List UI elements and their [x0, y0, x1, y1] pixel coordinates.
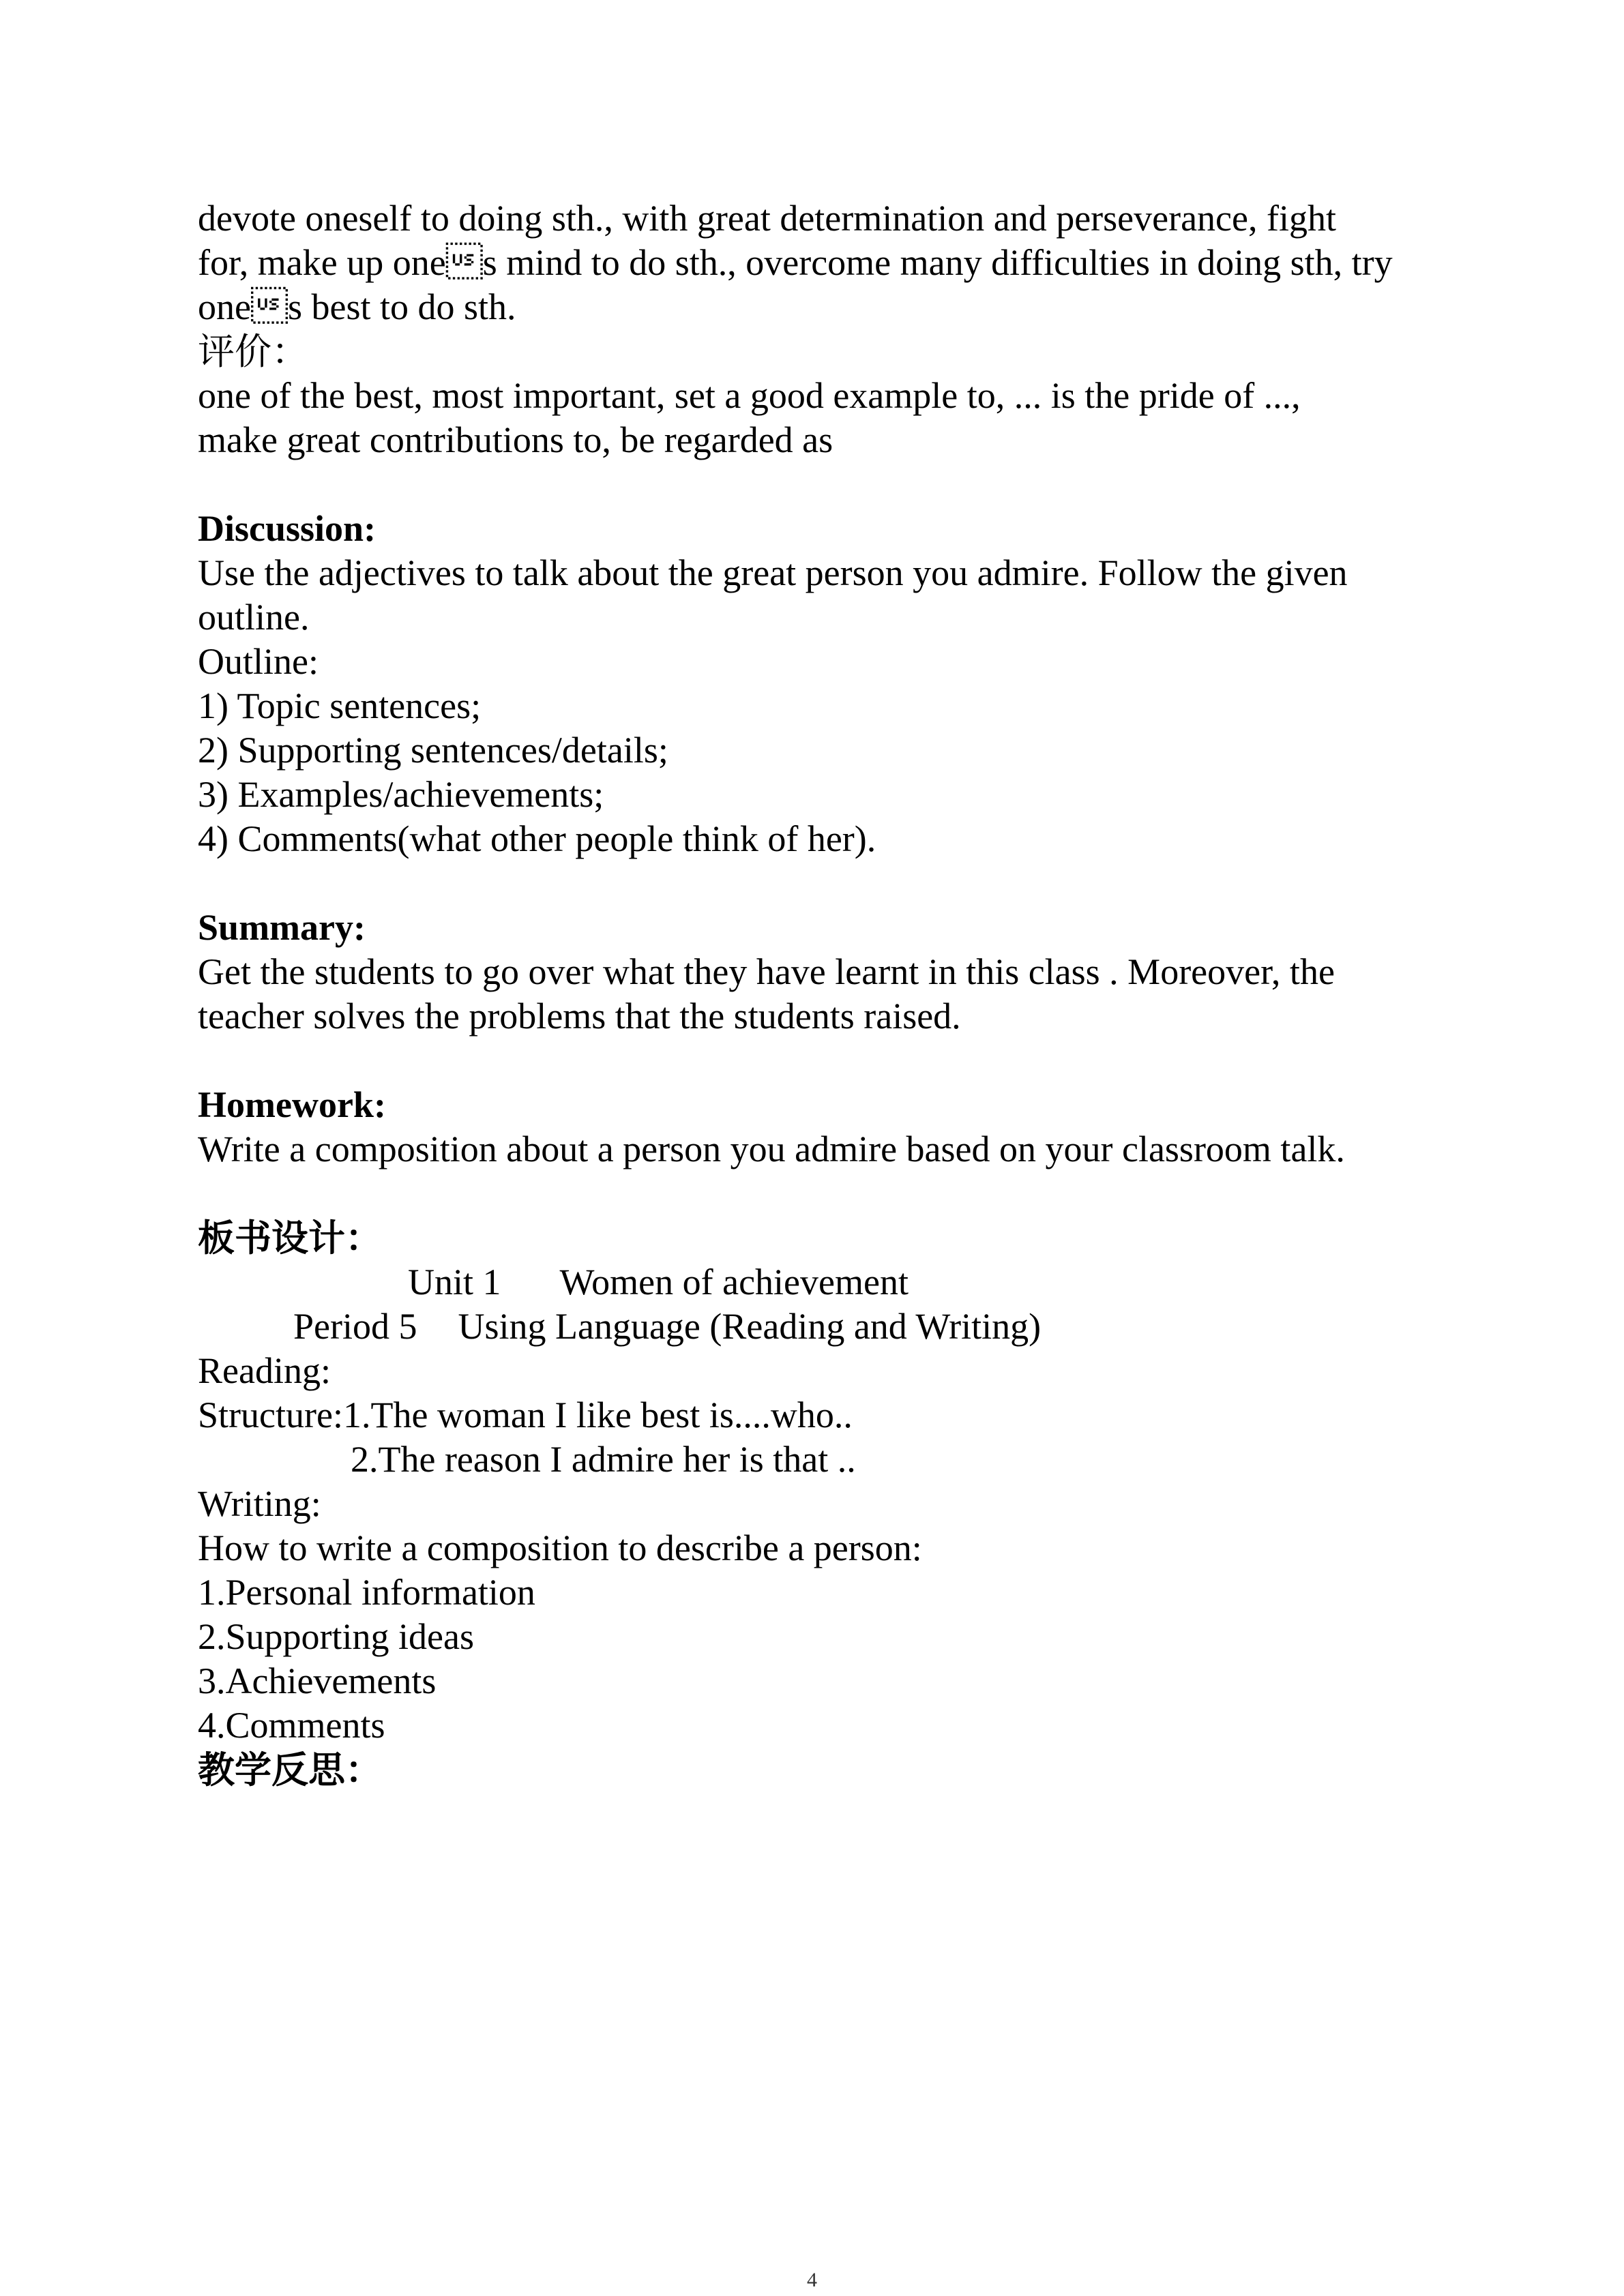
board-unit: Unit 1 — [408, 1262, 501, 1302]
writing-item: 2.Supporting ideas — [198, 1616, 474, 1657]
board-period: Period 5 — [293, 1306, 417, 1347]
board-period-line — [198, 1304, 1453, 1349]
outline-item: 2) Supporting sentences/details; — [198, 730, 668, 771]
writing-item: 1.Personal information — [198, 1572, 535, 1613]
intro-line-1: devote oneself to doing sth., with great determination and perseverance, fight — [198, 198, 1336, 239]
spacer — [198, 861, 1453, 906]
intro-line-2: for, make up one s mind to do sth., overcome many difficulties in doing sth, try — [198, 242, 1393, 283]
discussion-heading: Discussion: — [198, 508, 377, 549]
reflection-heading: 教学反思： — [198, 1748, 382, 1791]
homework-line-1: Write a composition about a person you admire based on your classroom talk. — [198, 1129, 1345, 1169]
discussion-line-2: outline. — [198, 597, 310, 638]
outline-item: 4) Comments(what other people think of her). — [198, 818, 876, 859]
outline-item: 1) Topic sentences; — [198, 685, 482, 726]
page-number: 4 — [807, 2269, 817, 2291]
writing-label: Writing: — [198, 1483, 321, 1524]
board-unit-title: Women of achievement — [559, 1262, 909, 1302]
summary-heading: Summary: — [198, 907, 366, 948]
page-content — [198, 196, 1453, 1792]
writing-item: 3.Achievements — [198, 1660, 437, 1701]
writing-item: 4.Comments — [198, 1705, 385, 1746]
spacer — [198, 462, 1453, 507]
structure-item: 1.The woman I like best is....who.. — [342, 1395, 853, 1435]
board-design-heading: 板书设计： — [198, 1217, 382, 1259]
spacer — [198, 1039, 1453, 1083]
intro-line-3: one s best to do sth. — [198, 286, 516, 327]
outline-item: 3) Examples/achievements; — [198, 774, 604, 815]
outline-label: Outline: — [198, 641, 319, 682]
structure-item: 2.The reason I admire her is that .. — [351, 1439, 856, 1480]
board-period-title: Using Language (Reading and Writing) — [458, 1306, 1042, 1347]
evaluation-line-2: make great contributions to, be regarded as — [198, 419, 833, 460]
writing-intro: How to write a composition to describe a person: — [198, 1527, 922, 1568]
board-unit-line — [198, 1260, 1453, 1304]
reading-label: Reading: — [198, 1350, 331, 1391]
evaluation-heading: 评价： — [198, 330, 308, 373]
structure-line-1 — [198, 1393, 1453, 1437]
summary-line-1: Get the students to go over what they have learnt in this class . Moreover, the — [198, 951, 1335, 992]
structure-label: Structure: — [198, 1395, 343, 1435]
evaluation-line-1: one of the best, most important, set a good example to, ... is the pride of ..., — [198, 375, 1301, 416]
spacer — [198, 1172, 1453, 1216]
homework-heading: Homework: — [198, 1084, 386, 1125]
summary-line-2: teacher solves the problems that the students raised. — [198, 996, 961, 1037]
discussion-line-1: Use the adjectives to talk about the great person you admire. Follow the given — [198, 552, 1348, 593]
